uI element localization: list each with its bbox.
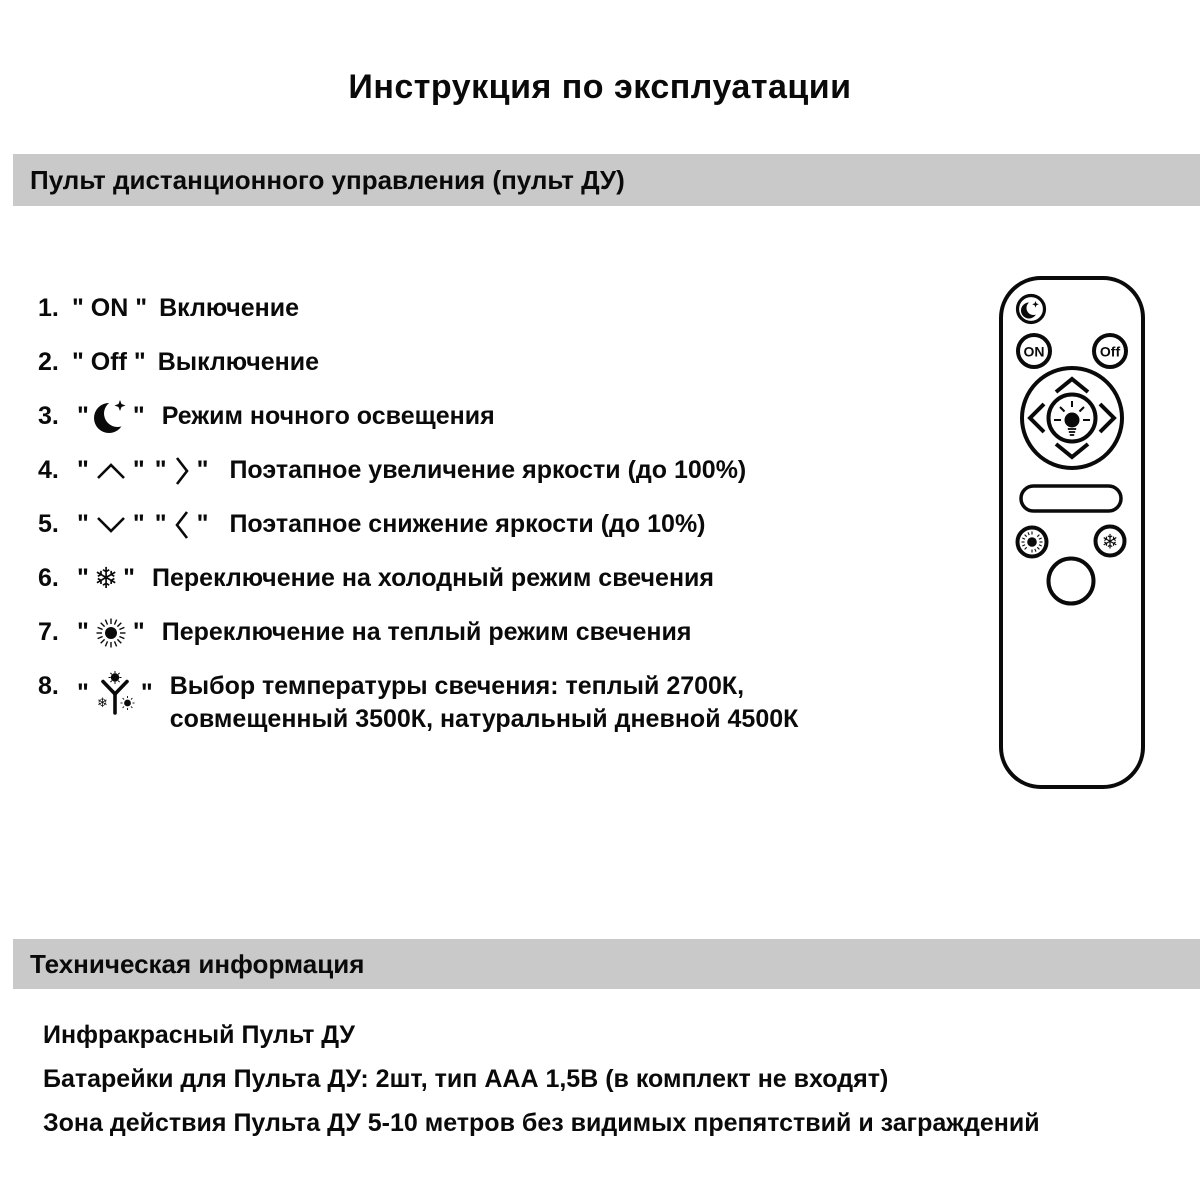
item-text: Выключение [157,348,319,376]
quote-mark: " [154,456,167,484]
section-banner-remote [13,154,1200,206]
quote-mark: " [77,510,89,538]
item-text: Переключение на теплый режим свечения [161,618,692,646]
item-number: 1. [38,294,59,322]
chevron-left-icon [172,509,192,541]
snowflake-icon: ❄ [1101,531,1119,554]
list-item-on [38,292,798,325]
cold-mode-button [1096,527,1125,556]
warm-mode-button [1018,528,1047,557]
item-symbol-sun [72,616,150,650]
item-number: 8. [38,672,59,700]
dpad-control [1022,368,1122,468]
item-symbol-temp-select [72,670,158,716]
list-item-warm-mode [38,616,798,649]
section-heading-tech: Техническая информация [30,948,365,979]
item-symbol-off: " Off " [72,348,146,376]
moon-star-icon [94,398,128,436]
quote-mark: " [140,678,153,707]
section-heading-remote: Пульт дистанционного управления (пульт ДУ) [30,164,625,195]
power-on-button [1018,335,1050,367]
page-title: Инструкция по эксплуатации [348,68,852,106]
quote-mark: " [77,618,89,646]
temp-select-icon [94,670,136,716]
night-mode-button [1018,296,1045,323]
list-item-off [38,346,798,379]
item-number: 5. [38,510,59,538]
quote-mark: " [196,456,209,484]
function-pill-button [1021,486,1121,511]
instruction-list [38,292,798,757]
section-banner-tech [13,939,1200,989]
quote-mark: " [132,618,145,646]
power-off-button [1094,335,1126,367]
quote-mark: " [123,564,136,592]
item-text: Поэтапное увеличение яркости (до 100%) [229,456,747,484]
item-symbol-snowflake [72,562,140,595]
item-text: Режим ночного освещения [161,402,495,430]
on-button-label: ON [1023,343,1045,360]
quote-mark: " [154,510,167,538]
snowflake-icon: ❄ [93,562,119,595]
quote-mark: " [132,456,145,484]
item-text: Поэтапное снижение яркости (до 10%) [229,510,706,538]
sun-icon [94,616,128,650]
tech-line-range: Зона действия Пульта ДУ 5-10 метров без видимых препятствий и заграждений [43,1109,1040,1137]
item-number: 2. [38,348,59,376]
item-number: 7. [38,618,59,646]
item-number: 4. [38,456,59,484]
chevron-up-icon [94,460,128,482]
chevron-right-icon [172,455,192,487]
list-item-brightness-up [38,454,798,487]
chevron-down-icon [94,514,128,536]
technical-info [43,1022,1040,1154]
item-text: Включение [159,294,300,322]
list-item-night-mode [38,400,798,433]
item-symbol-brightness-up [72,454,213,487]
remote-illustration [990,270,1160,800]
list-item-cold-mode [38,562,798,595]
item-symbol-moon [72,398,150,436]
quote-mark: " [196,510,209,538]
tech-line-remote-type: Инфракрасный Пульт ДУ [43,1021,355,1049]
item-text-line1: Выбор температуры свечения: теплый 2700К, [169,672,745,700]
quote-mark: " [132,402,145,430]
quote-mark: " [77,402,89,430]
list-item-brightness-down [38,508,798,541]
quote-mark: " [132,510,145,538]
item-text: Переключение на холодный режим свечения [152,564,714,592]
quote-mark: " [77,564,89,592]
item-symbol-brightness-down [72,508,213,541]
quote-mark: " [77,678,89,707]
item-symbol-on: " ON " [72,294,148,322]
quote-mark: " [77,456,89,484]
tech-line-batteries: Батарейки для Пульта ДУ: 2шт, тип ААА 1,5В (в комплект не входят) [43,1065,889,1093]
mini-snowflake-icon: ❄ [96,695,108,710]
item-number: 3. [38,402,59,430]
item-text [170,670,799,736]
item-text-line2: совмещенный 3500К, натуральный дневной 4500К [169,705,799,733]
list-item-temperature-select [38,670,798,736]
item-number: 6. [38,564,59,592]
bottom-round-button [1049,559,1094,604]
off-button-label: Off [1099,343,1121,360]
